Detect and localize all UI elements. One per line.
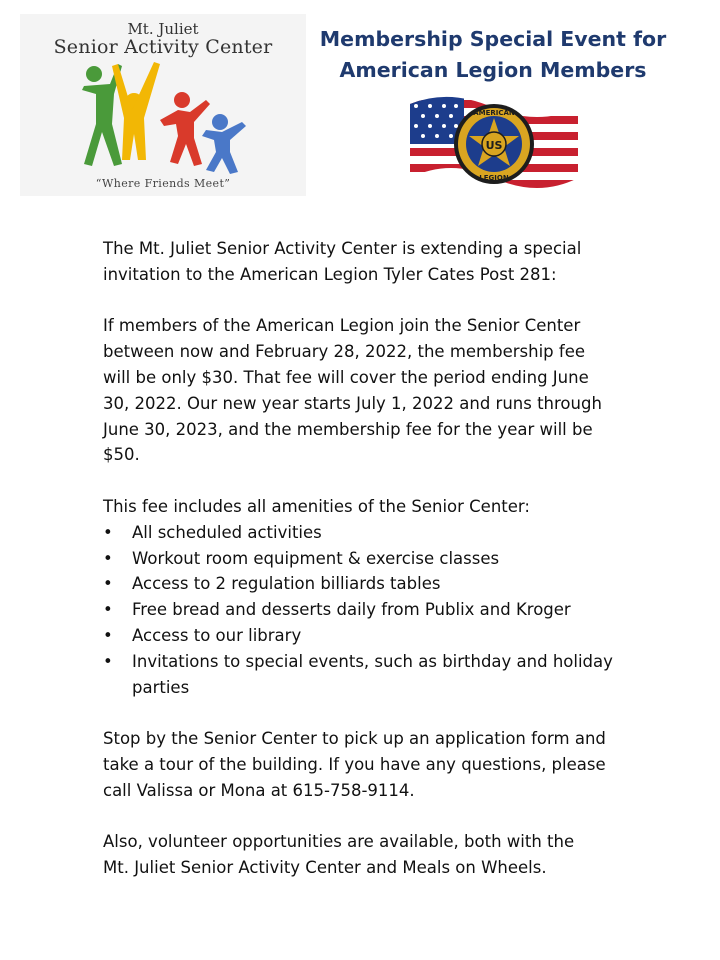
- list-item-text: parties: [132, 677, 190, 697]
- bullet-icon: •: [103, 548, 113, 568]
- list-item-text: Invitations to special events, such as birthday and holiday: [132, 651, 613, 671]
- list-item: [103, 623, 663, 649]
- senior-center-logo: [20, 14, 306, 196]
- seal-center-text: US: [485, 139, 503, 152]
- list-item-text: Workout room equipment & exercise classes: [132, 548, 500, 568]
- list-item: [103, 520, 663, 546]
- logo-line-1: Mt. Juliet: [127, 20, 199, 38]
- amenities-list: [103, 520, 663, 701]
- intro-line: invitation to the American Legion Tyler Cates Post 281:: [103, 264, 557, 284]
- fee-line: 30, 2022. Our new year starts July 1, 2022 and runs through: [103, 393, 602, 413]
- volunteer-paragraph: [103, 829, 663, 881]
- contact-paragraph: [103, 726, 663, 803]
- fee-paragraph: [103, 313, 663, 468]
- list-item-text: Free bread and desserts daily from Publix and Kroger: [132, 600, 571, 620]
- letter-body: [103, 236, 663, 907]
- red-figure: [160, 92, 210, 166]
- bullet-icon: •: [103, 600, 113, 620]
- seal-top-text: AMERICAN: [473, 109, 515, 117]
- legion-seal-icon: [454, 104, 534, 184]
- bullet-icon: •: [103, 522, 113, 542]
- event-title: [318, 24, 668, 86]
- contact-line: call Valissa or Mona at 615-758-9114.: [103, 780, 415, 800]
- list-item: [103, 649, 663, 701]
- volunteer-line: Mt. Juliet Senior Activity Center and Meals on Wheels.: [103, 858, 547, 878]
- logo-line-2: Senior Activity Center: [53, 36, 273, 58]
- list-item: [103, 597, 663, 623]
- bullet-icon: •: [103, 651, 113, 671]
- logo-tagline: “Where Friends Meet”: [95, 177, 231, 190]
- dancing-people-icon: [82, 60, 248, 174]
- volunteer-line: Also, volunteer opportunities are available, both with the: [103, 832, 575, 852]
- list-item-text: All scheduled activities: [132, 522, 322, 542]
- amenities-heading: This fee includes all amenities of the Senior Center:: [103, 496, 530, 516]
- blue-figure: [202, 114, 246, 174]
- contact-line: Stop by the Senior Center to pick up an application form and: [103, 729, 606, 749]
- intro-paragraph: [103, 236, 663, 288]
- list-item: [103, 546, 663, 572]
- title-line-2: American Legion Members: [339, 58, 647, 82]
- fee-line: If members of the American Legion join the Senior Center: [103, 316, 581, 336]
- fee-line: between now and February 28, 2022, the membership fee: [103, 342, 585, 362]
- fee-line: June 30, 2023, and the membership fee for the year will be: [103, 419, 593, 439]
- yellow-figure: [112, 62, 160, 160]
- fee-line: $50.: [103, 445, 140, 465]
- contact-line: take a tour of the building. If you have any questions, please: [103, 754, 606, 774]
- list-item-text: Access to 2 regulation billiards tables: [132, 574, 441, 594]
- bullet-icon: •: [103, 625, 113, 645]
- bullet-icon: •: [103, 574, 113, 594]
- title-line-1: Membership Special Event for: [319, 27, 667, 51]
- list-item: [103, 571, 663, 597]
- american-legion-flag-emblem: [406, 94, 582, 206]
- intro-line: The Mt. Juliet Senior Activity Center is extending a special: [103, 239, 582, 258]
- fee-line: will be only $30. That fee will cover the period ending June: [103, 367, 589, 387]
- seal-bottom-text: LEGION: [479, 174, 509, 182]
- list-item-text: Access to our library: [132, 625, 302, 645]
